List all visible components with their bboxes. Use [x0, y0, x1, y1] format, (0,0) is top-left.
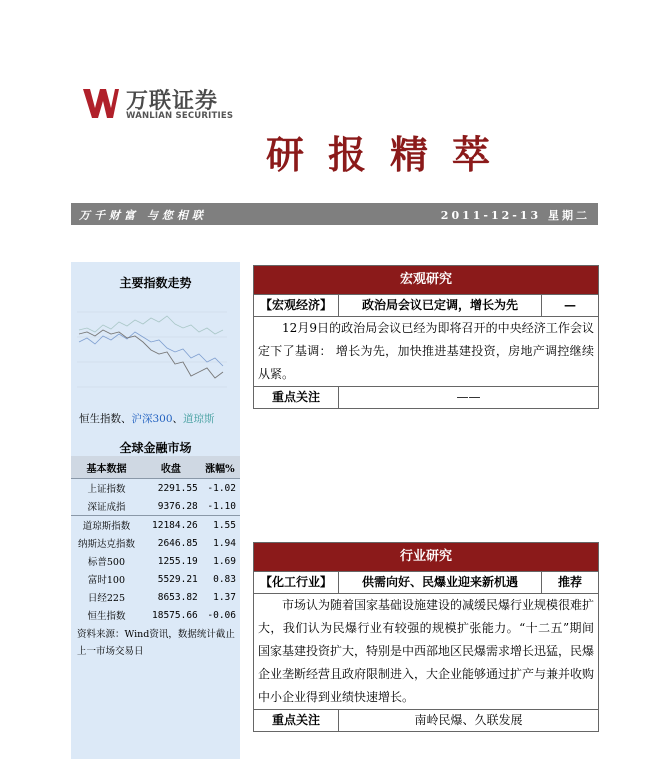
- section-headline: 供需向好、民爆业迎来新机遇: [339, 572, 542, 593]
- section-rating: 推荐: [557, 575, 582, 589]
- col-header-close: 收盘: [142, 456, 200, 479]
- section-focus-row: [254, 386, 598, 408]
- company-name-en: WANLIAN SECURITIES: [126, 111, 234, 121]
- section-headline-row: [254, 294, 598, 316]
- header-band: [71, 203, 598, 225]
- table-header-row: [71, 456, 240, 479]
- focus-label: 重点关注: [254, 710, 339, 731]
- legend-csi300: 沪深300: [131, 413, 173, 425]
- section-rating: —: [564, 298, 576, 312]
- table-row: 纳斯达克指数 2646.85 1.94: [77, 537, 236, 550]
- report-title: 研报精萃: [266, 132, 515, 177]
- table-row: 恒生指数 18575.66 -0.06: [87, 609, 236, 622]
- slogan: 万千财富 与您相联: [79, 209, 207, 222]
- table-row: 日经225 8653.82 1.37: [87, 591, 236, 604]
- index-trend-title: 主要指数走势: [119, 276, 192, 290]
- section-header: 行业研究: [254, 543, 598, 571]
- macro-research-section: [253, 265, 599, 409]
- market-table: [71, 456, 240, 624]
- section-focus-row: [254, 709, 598, 731]
- table-row: 上证指数 2291.55 -1.02: [87, 482, 236, 495]
- table-row: 标普500 1255.19 1.69: [87, 555, 236, 568]
- legend-dowjones: 道琼斯: [183, 413, 215, 425]
- focus-value: ——: [456, 390, 481, 404]
- global-market-title: 全球金融市场: [119, 441, 192, 455]
- section-headline: 政治局会议已定调，增长为先: [339, 295, 542, 316]
- col-header-change: 涨幅%: [200, 456, 240, 479]
- wanlian-logo-icon: [82, 86, 120, 120]
- section-tag: 【宏观经济】: [254, 295, 339, 316]
- table-row: 深证成指 9376.28 -1.10: [87, 500, 236, 513]
- table-row: 富时100 5529.21 0.83: [87, 573, 236, 586]
- col-header-name: 基本数据: [71, 456, 142, 479]
- legend-hangseng: 恒生指数: [79, 413, 121, 425]
- chart-legend: 恒生指数、沪深300、道琼斯: [79, 413, 215, 425]
- company-name-cn: 万联证券: [126, 89, 219, 114]
- section-headline-row: [254, 571, 598, 593]
- table-row: 道琼斯指数 12184.26 1.55: [71, 516, 240, 535]
- company-logo: [82, 84, 252, 124]
- report-date: 2011-12-13 星期二: [440, 209, 590, 222]
- focus-label: 重点关注: [254, 387, 339, 408]
- section-tag: 【化工行业】: [254, 572, 339, 593]
- section-body: 12月9日的政治局会议已经为即将召开的中央经济工作会议定下了基调： 增长为先，加快推进基建投资，房地产调控继续从紧。: [254, 316, 598, 386]
- section-body: 市场认为随着国家基础设施建设的减缓民爆行业规模很难扩大，我们认为民爆行业有较强的规模扩张能力。“十二五”期间国家基建投资扩大，特别是中西部地区民爆需求增长迅猛，民爆企业垄断经营且政府限制进入，大企业能够通过扩产与兼并收购中小企业得到业绩快速增长。: [254, 593, 598, 709]
- index-trend-chart: [77, 292, 237, 404]
- focus-value: 南岭民爆、久联发展: [414, 713, 523, 727]
- industry-research-section: [253, 542, 599, 732]
- data-source-note: 资料来源：Wind资讯，数据统计截止上一市场交易日: [77, 629, 235, 657]
- chart-grid: [77, 312, 227, 387]
- section-header: 宏观研究: [254, 266, 598, 294]
